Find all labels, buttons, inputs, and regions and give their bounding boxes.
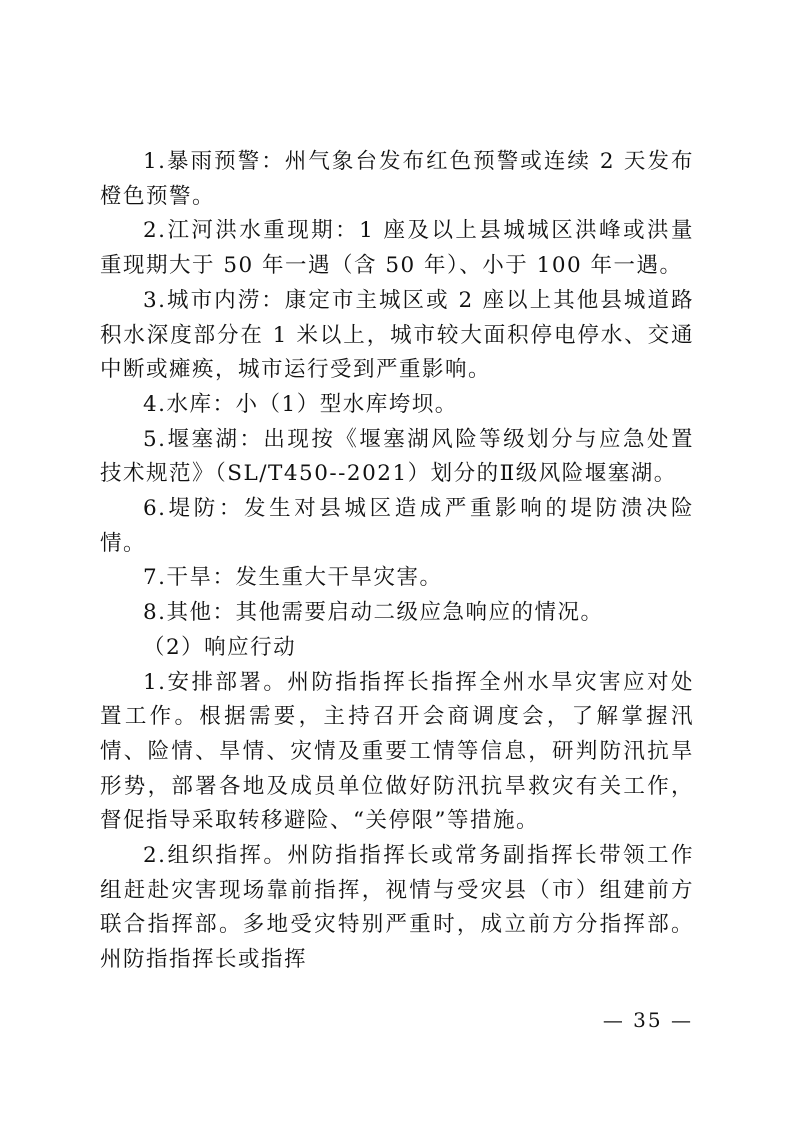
- page-number: — 35 —: [602, 1008, 693, 1032]
- paragraph-other: 8.其他：其他需要启动二级应急响应的情况。: [143, 600, 604, 626]
- paragraph-command: 2.组织指挥。州防指指挥长或常务副指挥长带领工作组赶赴灾害现场靠前指挥，视情与受灾县（市）组建前方联合指挥部。多地受灾特别严重时，成立前方分指挥部。州防指指挥长或指挥: [100, 843, 694, 973]
- paragraph-rainstorm-warning: 1.暴雨预警：州气象台发布红色预警或连续 2 天发布橙色预警。: [100, 149, 694, 209]
- paragraph-reservoir: 4.水库：小（1）型水库垮坝。: [143, 391, 458, 417]
- paragraph-drought: 7.干旱：发生重大干旱灾害。: [143, 565, 443, 591]
- paragraph-barrier-lake: 5.堰塞湖：出现按《堰塞湖风险等级划分与应急处置技术规范》（SL/T450--2021）划分的Ⅱ级风险堰塞湖。: [100, 426, 694, 487]
- paragraph-embankment: 6.堤防：发生对县城区造成严重影响的堤防溃决险情。: [100, 496, 694, 556]
- section-heading-response-actions: （2）响应行动: [143, 634, 297, 660]
- paragraph-deployment: 1.安排部署。州防指指挥长指挥全州水旱灾害应对处置工作。根据需要，主持召开会商调度会，了解掌握汛情、险情、旱情、灾情及重要工情等信息，研判防汛抗旱形势，部署各地及成员单位做好防汛抗旱救灾有关工作，督促指导采取转移避险、“关停限”等措施。: [100, 669, 694, 834]
- body-text: [100, 145, 694, 978]
- paragraph-urban-waterlogging: 3.城市内涝：康定市主城区或 2 座以上其他县城道路积水深度部分在 1 米以上，城市较大面积停电停水、交通中断或瘫痪，城市运行受到严重影响。: [100, 287, 694, 383]
- paragraph-flood-return-period: 2.江河洪水重现期：1 座及以上县城城区洪峰或洪量重现期大于 50 年一遇（含 50 年）、小于 100 年一遇。: [100, 218, 694, 279]
